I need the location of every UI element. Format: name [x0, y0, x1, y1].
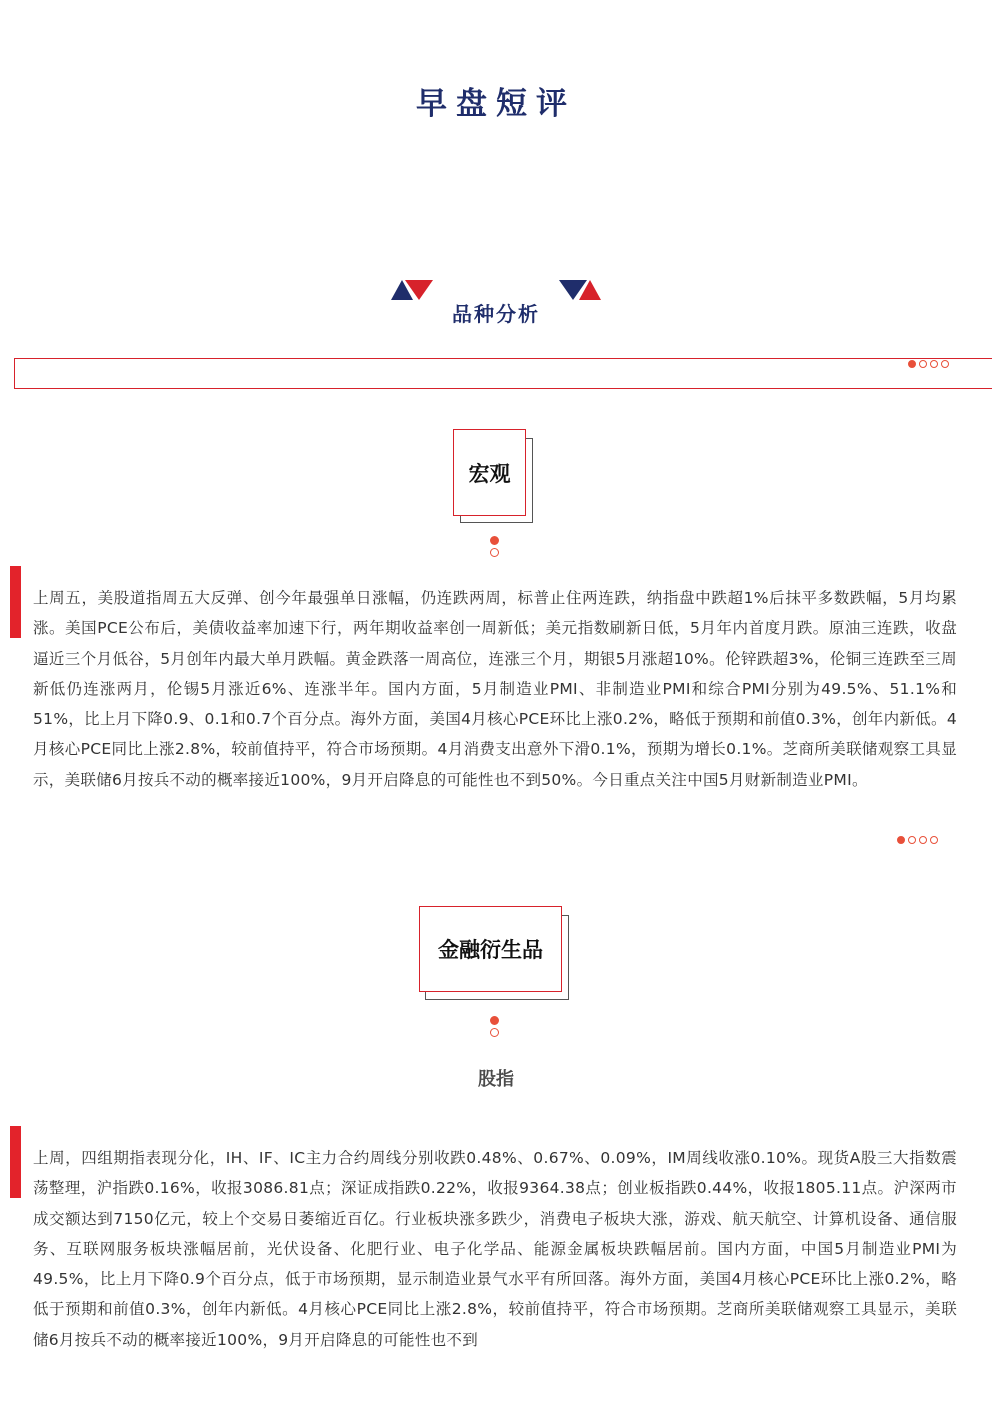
macro-end-dots-decoration	[897, 836, 938, 844]
dot-icon	[908, 836, 916, 844]
derivatives-accent-bar	[10, 1126, 21, 1198]
banner-dots-decoration	[908, 360, 949, 368]
dot-icon	[919, 360, 927, 368]
macro-paragraph: 上周五，美股道指周五大反弹、创今年最强单日涨幅，仍连跌两周，标普止住两连跌，纳指盘中跌超1%后抹平多数跌幅，5月均累涨。美国PCE公布后，美债收益率加速下行，两年期收益率创一周新低；美元指数刷新日低，5月年内首度月跌。原油三连跌，收盘逼近三个月低谷，5月创年内最大单月跌幅。黄金跌落一周高位，连涨三个月，期银5月涨超10%。伦锌跌超3%，伦铜三连跌至三周新低仍连涨两月，伦锡5月涨近6%、连涨半年。国内方面，5月制造业PMI、非制造业PMI和综合PMI分别为49.5%、51.1%和51%，比上月下降0.9、0.1和0.7个百分点。海外方面，美国4月核心PCE环比上涨0.2%，略低于预期和前值0.3%，创年内新低。4月核心PCE同比上涨2.8%，较前值持平，符合市场预期。4月消费支出意外下滑0.1%，预期为增长0.1%。芝商所美联储观察工具显示，美联储6月按兵不动的概率接近100%，9月开启降息的可能性也不到50%。今日重点关注中国5月财新制造业PMI。	[33, 589, 957, 789]
derivatives-card	[419, 906, 562, 992]
dot-icon	[930, 836, 938, 844]
derivatives-label: 金融衍生品	[438, 938, 543, 962]
macro-dots-decoration	[490, 536, 499, 557]
section-title: 品种分析	[452, 302, 540, 326]
dot-icon	[930, 360, 938, 368]
dot-icon	[919, 836, 927, 844]
dot-icon	[941, 360, 949, 368]
macro-label: 宏观	[468, 461, 511, 486]
derivatives-paragraph: 上周，四组期指表现分化，IH、IF、IC主力合约周线分别收跌0.48%、0.67%、0.09%，IM周线收涨0.10%。现货A股三大指数震荡整理，沪指跌0.16%，收报3086.81点；深证成指跌0.22%，收报9364.38点；创业板指跌0.44%，收报1805.11点。沪深两市成交额达到7150亿元，较上个交易日萎缩近百亿。行业板块涨多跌少，消费电子板块大涨，游戏、航天航空、计算机设备、通信服务、互联网服务板块涨幅居前，光伏设备、化肥行业、电子化学品、能源金属板块跌幅居前。国内方面，中国5月制造业PMI为49.5%，比上月下降0.9个百分点，低于市场预期，显示制造业景气水平有所回落。海外方面，美国4月核心PCE环比上涨0.2%，略低于预期和前值0.3%，创年内新低。4月核心PCE同比上涨2.8%，较前值持平，符合市场预期。芝商所美联储观察工具显示，美联储6月按兵不动的概率接近100%，9月开启降息的可能性也不到	[33, 1149, 957, 1349]
dot-icon	[490, 1016, 499, 1025]
left-triangle-decoration	[391, 280, 433, 300]
macro-card	[453, 429, 526, 516]
dot-icon	[908, 360, 916, 368]
dot-icon	[897, 836, 905, 844]
dot-icon	[490, 1028, 499, 1037]
stock-index-subheading: 股指	[478, 1069, 514, 1090]
dot-icon	[490, 548, 499, 557]
derivatives-dots-decoration	[490, 1016, 499, 1037]
section-banner	[14, 358, 992, 389]
page-title: 早盘短评	[416, 86, 576, 122]
right-triangle-decoration	[559, 280, 601, 300]
macro-accent-bar	[10, 566, 21, 638]
dot-icon	[490, 536, 499, 545]
